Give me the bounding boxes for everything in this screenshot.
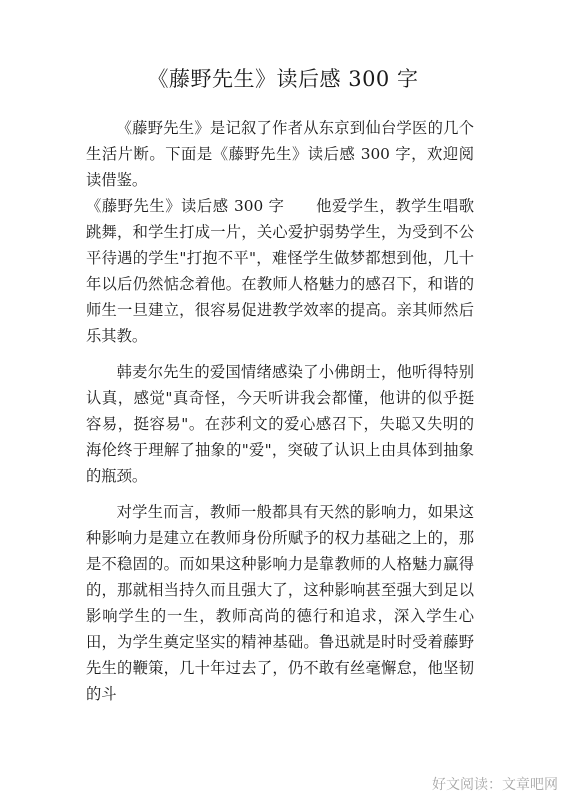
body-paragraph-3: 对学生而言，教师一般都具有天然的影响力，如果这种影响力是建立在教师身份所赋予的权力基础之上的，那是不稳固的。而如果这种影响力是靠教师的人格魅力赢得的，那就相当持久而且强大了，这种影响甚至强大到足以影响学生的一生，教师高尚的德行和追求，深入学生心田，为学生奠定坚实的精神基础。鲁迅就是时时受着藤野先生的鞭策，几十年过去了，仍不敢有丝毫懈怠，他坚韧的斗 <box>86 503 474 703</box>
article-body <box>86 115 474 707</box>
body-paragraph-1: 《藤野先生》读后感 300 字 他爱学生，教学生唱歌跳舞，和学生打成一片，关心爱护弱势学生，为受到不公平待遇的学生"打抱不平"，难怪学生做梦都想到他，几十年以后仍然惦念着他。在教师人格魅力的感召下，和谐的师生一旦建立，很容易促进教学效率的提高。亲其师然后乐其教。 <box>86 197 474 345</box>
site-watermark: 好文阅读：文章吧网 <box>432 777 558 793</box>
page-title: 《藤野先生》读后感 300 字 <box>147 67 419 91</box>
body-paragraph-2: 韩麦尔先生的爱国情绪感染了小佛朗士，他听得特别认真，感觉"真奇怪，今天听讲我会都懂，他讲的似乎挺容易，挺容易"。在莎利文的爱心感召下，失聪又失明的海伦终于理解了抽象的"爱"，突破了认识上由具体到抽象的瓶颈。 <box>86 363 474 485</box>
intro-paragraph: 《藤野先生》是记叙了作者从东京到仙台学医的几个生活片断。下面是《藤野先生》读后感 300 字，欢迎阅读借鉴。 <box>86 119 474 189</box>
